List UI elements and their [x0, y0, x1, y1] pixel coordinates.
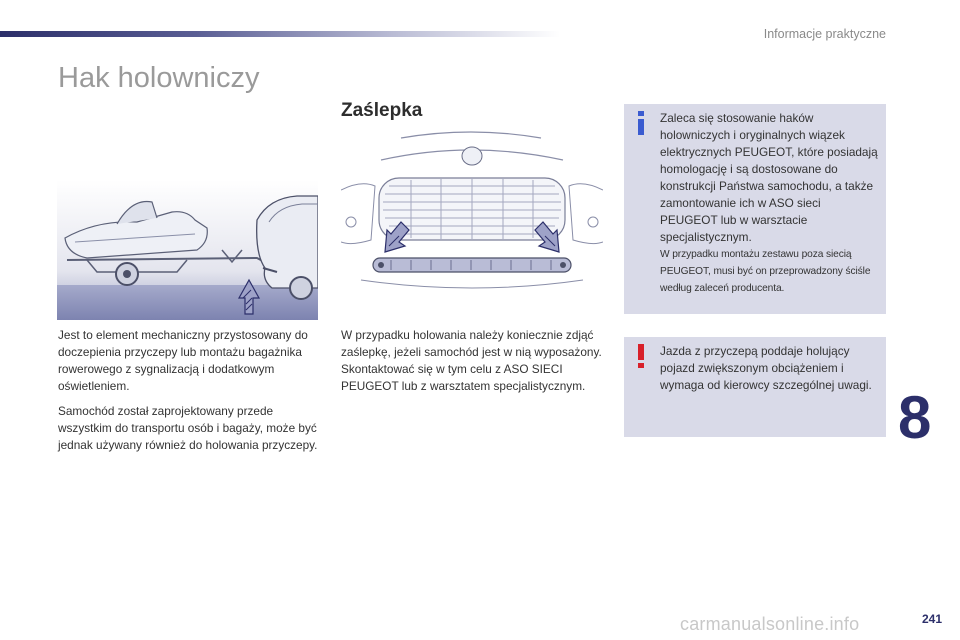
middle-text-column	[341, 327, 603, 395]
info-text: Zaleca się stosowanie haków holowniczych i oryginalnych wiązek elektrycznych PEUGEOT, które posiadają homologację i są dostosowane do konstrukcji Państwa samochodu, a także zamontowanie ich w ASO sieci PEUGEOT lub w warsztacie specjalistycznym.	[660, 111, 878, 244]
section-label: Informacje praktyczne	[763, 27, 886, 41]
page-title: Hak holowniczy	[58, 62, 260, 94]
info-box	[624, 104, 886, 314]
warning-text: Jazda z przyczepą poddaje holujący pojazd zwiększonym obciążeniem i wymaga od kierowcy szczególnej uwagi.	[660, 344, 872, 392]
towing-trailer-illustration	[57, 180, 318, 320]
paragraph: Skontaktować się w tym celu z ASO SIECI PEUGEOT lub z warsztatem specjalistycznym.	[341, 362, 586, 393]
paragraph: W przypadku holowania należy koniecznie zdjąć zaślepkę, jeżeli samochód jest w nią wyposażony.	[341, 328, 602, 359]
chapter-number: 8	[898, 384, 932, 451]
info-small-text: W przypadku montażu zestawu poza siecią PEUGEOT, musi być on przeprowadzony ściśle według zaleceń producenta.	[660, 249, 871, 294]
warning-box	[624, 337, 886, 437]
paragraph: Samochód został zaprojektowany przede wszystkim do transportu osób i bagaży, może być jednak używany również do holowania przyczepy.	[58, 404, 318, 452]
front-bumper-illustration	[341, 130, 603, 300]
page-number: 241	[921, 612, 942, 626]
exclamation-icon	[633, 343, 649, 369]
left-text-column	[58, 327, 320, 462]
watermark: carmanualsonline.info	[680, 614, 860, 634]
section-subtitle: Zaślepka	[341, 100, 423, 121]
info-icon	[633, 110, 649, 136]
paragraph: Jest to element mechaniczny przystosowany do doczepienia przyczepy lub montażu bagażnika rowerowego z sygnalizacją i dodatkowym oświetleniem.	[58, 328, 308, 393]
header-gradient-bar	[0, 31, 560, 37]
